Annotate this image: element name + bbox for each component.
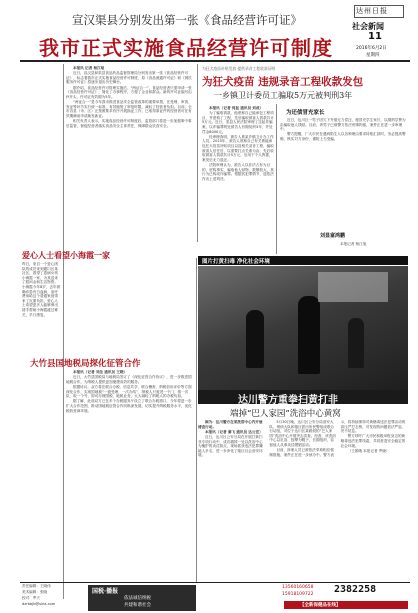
story-two-para: 法院审理认为，被告人以非法占有为目的，虚构事实，骗取他人财物，数额较大，其行为已构成诈骗罪。根据其犯罪情节，遂依法作出上述判决。 xyxy=(202,162,274,181)
issue-date: 2016年6月2日 xyxy=(356,46,387,51)
story-two-subhead: 一乡镇卫计委员工骗取5万元被判刑3年 xyxy=(214,91,353,100)
story-two-body xyxy=(202,106,274,246)
ad-brand: 国税·播报 xyxy=(92,588,119,595)
page-number: 11 xyxy=(368,31,382,42)
story-two-side-body xyxy=(280,118,408,230)
side-credit: 本报记者 杨江旭 xyxy=(340,242,367,246)
news-photo xyxy=(198,266,408,390)
photo-byline: 本报讯（记者 秦飞 通讯员 达公宣） xyxy=(205,429,263,434)
footer-checker: 校对：罗天 xyxy=(22,596,40,600)
footer-designer: 美术编辑：张晓 xyxy=(22,590,48,594)
main-col-divider xyxy=(197,64,198,242)
footer-rule xyxy=(20,582,410,583)
photo-para: 警方呼吁广大市民积极举报身边的黄赌毒违法犯罪线索，共同营造安全稳定的社会环境。 xyxy=(340,434,406,448)
photo-caption: 图为：达川警方在某洗浴中心内开展清查行动。 xyxy=(198,420,263,429)
photo-person xyxy=(246,310,264,368)
story-two-divider xyxy=(276,104,277,254)
photo-para: 近日，达川区公安分局在开展打黄扫非专项行动中，成功端掉一处以洗浴中心为掩护的卖淫窝点，现场抓获违法犯罪嫌疑人多名，进一步净化了辖区社会治安环境。 xyxy=(198,434,263,458)
story-two-side-head: 为还债冒充家长 xyxy=(286,110,325,116)
photo-light xyxy=(318,272,388,302)
left-col-divider xyxy=(63,64,64,599)
footer-editor: 责任编辑：王晓伟 xyxy=(22,584,51,588)
ad-line1: 依法诚信纳税 xyxy=(124,596,151,601)
ad-line2: 共建和谐社会 xyxy=(124,603,151,608)
section-name: 社会新闻 xyxy=(352,22,384,31)
left-col-headline: 爱心人士看望小海霞一家 xyxy=(22,250,110,260)
ad-phone-a: 13560160658 xyxy=(282,585,314,590)
footer-email: dzrbbjb@sina.com xyxy=(22,602,56,606)
photo-story-body xyxy=(198,420,408,588)
photo-end-credit: （王娟娥 本报记者 罗晓） xyxy=(347,448,390,453)
header-kicker: 宣汉渠县分别发出第一张《食品经营许可证》 xyxy=(72,13,302,27)
photo-person xyxy=(298,296,320,374)
issue-weekday: 星期四 xyxy=(366,53,380,58)
photo-person xyxy=(348,318,364,368)
main-para: 相关负责人表示，实施食品经营许可制度后，监管部门将进一步加强事中事后监管，督促经营者落实食品安全主体责任，保障群众饮食安全。 xyxy=(66,118,192,128)
main-story xyxy=(66,66,194,244)
main-para: 近日，宣汉县和渠县食品药品监督管理局分别发出第一张《食品经营许可证》，标志着我市正式实施食品经营许可制度，原《食品流通许可证》和《餐饮服务许可证》将逐步退出历史舞台。 xyxy=(66,71,192,85)
main-byline: 本报讯 记者 杨江旭 xyxy=(73,66,105,70)
photo-headline: 达川警方重拳扫黄打非 xyxy=(238,395,338,406)
header-headline: 我市正式实施食品经营许可制度 xyxy=(39,36,333,60)
ad-tag: 【全新保健品在线】 xyxy=(300,603,341,608)
story-three-divider xyxy=(196,258,197,583)
left-col-text: 昨日，来自一个爱心团队的成员来到通川区某社区，看望了患病女孩小海霞一家，为其送来了慰问金和生活物资。小海霞今年8岁，去年被确诊患有白血病，治疗费用给这个普通家庭带来了沉重负担，爱心人士希望更多人能够伸出援手帮助小海霞渡过难关，早日康复。 xyxy=(22,262,61,317)
header-rule xyxy=(20,60,410,62)
story-three-para: 近日，大竹县国税局与地税局签订了《深化征管合作协议》，进一步推进国地税合作，为纳税人提供更加便捷高效的服务。 xyxy=(66,375,192,384)
story-two-para: 为了骗取钱款，他谎称自己能承包工程项目，并虚构了工程，先后骗取被害人钱款共计5万元。近日，渠县人民法院审理了这起诈骗案，以诈骗罪判处被告人有期徒刑3年，并处罚金8000元。 xyxy=(202,111,274,134)
ad-phone-b: 15918109722 xyxy=(282,592,314,597)
main-para: “两证合一”是今年我市推进食品安全监管改革的重要举措，在受理、审查、发证等环节实行统一标准，有效缩短了审批时限，减轻了经营者负担。目前，全市各县（市、区）正按照要求有序开展换证工作，已取得原证件的经营者可在有效期满前申请换发新证。 xyxy=(66,99,192,118)
story-two-byline: 本报讯（记者 何显 通讯员 刘成） xyxy=(209,106,264,110)
story-three-para: 根据协议，双方将在联合办税、信息共享、联合稽查、纳税信用评价等方面深化合作，实现国地税“一窗受理、一次办结”，纳税人只需进一个门、排一次队、取一个号，即可办理国税、地税业务，大大减轻了纳税人的办税负担。 xyxy=(66,384,192,399)
photo-tag: 图片打黄扫毒 净化社会环境 xyxy=(202,259,270,265)
story-three-body xyxy=(66,370,194,570)
main-para: 据介绍，食品经营许可管理实施后，“两证合一”，食品经营者只需申请一张《食品经营许可证》，简化了办事程序，方便了企业和群众。新的许可证编号由JY开头，许可证有效期为5年。 xyxy=(66,85,192,99)
photo-para: 5月30日晚，达川区公安分局治安大队、刑侦大队和辖区派出所民警组成联合行动组，对位于达川区某路段的“巴人家园”洗浴中心开展突击清查。经查，该洗浴中心以足浴、按摩为幌子，长期组织、容留他人从事卖淫嫖娼活动。 xyxy=(269,420,336,447)
story-two-kicker: 为狂犬疫苗补贴发放 提供录音工程收款证明 xyxy=(202,66,276,71)
ad-phone: 2382258 xyxy=(334,584,377,595)
story-two-headline: 为狂犬疫苗 违规录音工程收款发包 xyxy=(202,76,364,88)
story-three-para: 据了解，此前双方已在多个办税服务厅设立了联合办税窗口，今年将进一步扩大合作范围，推动国地税征管合作向纵深发展，切实提升纳税服务水平，优化税收营商环境。 xyxy=(66,399,192,413)
photo-para: 目前，涉案人员已被依法采取相应强制措施，案件正在进一步侦办中。警方表示，将持续保持对黄赌毒违法犯罪活动的高压严打态势，对发现的问题依法严惩，决不姑息。 xyxy=(269,420,406,457)
side-para: 近日，达川区一男子因欠下外债无力偿还，便冒充学生家长，以缴纳学费为由骗取他人钱财。目前，该男子已被警方依法刑事拘留，案件正在进一步审理中。 xyxy=(280,118,406,132)
story-three-byline: 本报讯（记者 刘念 通讯员 王晓） xyxy=(73,370,128,374)
photo-subhead: 端掉“巴人家园”洗浴中心黄窝 xyxy=(230,409,341,419)
side-para: 警方提醒，广大市民在遇到陌生人以各种理由要求转账汇款时，务必提高警惕，核实对方身份，谨防上当受骗。 xyxy=(280,132,406,141)
story-three-headline: 大竹县国地税局探化征管合作 xyxy=(30,359,141,369)
paper-logo-text: 达州日报 xyxy=(356,7,388,15)
story-two-para: 经审理查明，被告人系某乡镇卫计办工作人员。2015年，被告人谎称自己有关系能承包狂犬疫苗补贴项目以及相关录音工程，骗取被害人信任后，以需要打点关系为由，先后收取被害人钱款共计5万元，后用于个人挥霍，案发后无力退还。 xyxy=(202,134,274,162)
side-tag: 刘显富鸿鹏 xyxy=(320,233,346,239)
